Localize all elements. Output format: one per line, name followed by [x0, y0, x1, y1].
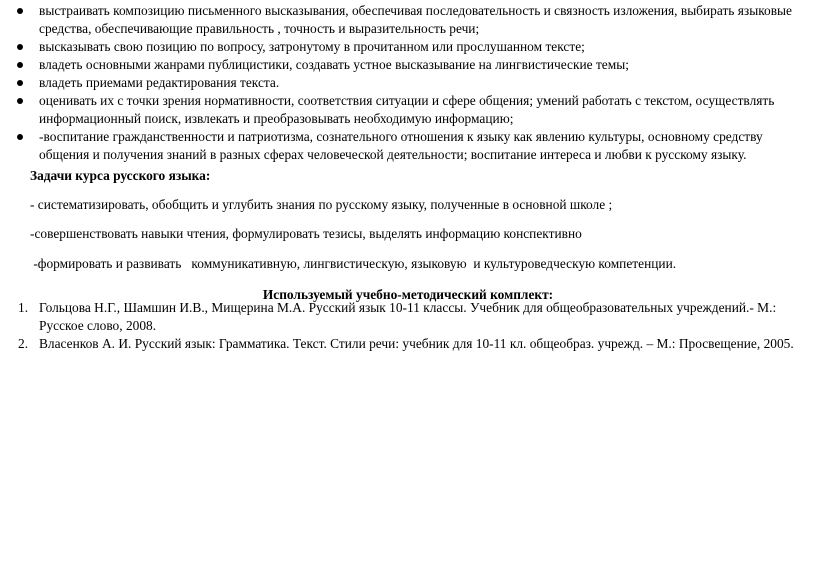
bullet-icon	[17, 80, 23, 86]
book-text: Власенков А. И. Русский язык: Грамматика. Текст. Стили речи: учебник для 10-11 кл. общеобраз. учрежд. – М.: Просвещение, 2005.	[39, 336, 794, 351]
list-item	[0, 92, 800, 128]
goals-list	[0, 2, 800, 164]
bullet-icon	[17, 44, 23, 50]
list-item	[0, 38, 800, 56]
list-item	[0, 74, 800, 92]
list-item	[0, 128, 800, 164]
bullet-icon	[17, 98, 23, 104]
list-item-text: высказывать свою позицию по вопросу, затронутому в прочитанном или прослушанном тексте;	[39, 39, 585, 54]
task-item: -формировать и развивать коммуникативную, лингвистическую, языковую и культуроведческую компетенции.	[30, 256, 677, 271]
task-item: - систематизировать, обобщить и углубить знания по русскому языку, полученные в основной школе ;	[30, 197, 613, 212]
list-item	[0, 2, 800, 38]
kit-heading: Используемый учебно-методический комплект:	[262, 287, 554, 302]
books-list	[0, 299, 805, 353]
list-item	[0, 56, 800, 74]
list-item-text: владеть приемами редактирования текста.	[39, 75, 280, 90]
list-item-text: -воспитание гражданственности и патриотизма, сознательного отношения к языку как явлению культуры, основному средству общения и получения знаний в разных сферах человеческой деятельности; воспитание интереса и любви к русскому языку.	[39, 129, 763, 162]
list-item	[0, 299, 805, 335]
list-number: 1.	[18, 300, 29, 315]
bullet-icon	[17, 134, 23, 140]
book-text: Гольцова Н.Г., Шамшин И.В., Мищерина М.А. Русский язык 10-11 классы. Учебник для общеобразовательных учреждений.- М.: Русское слово, 2008.	[39, 300, 777, 333]
task-item: -совершенствовать навыки чтения, формулировать тезисы, выделять информацию конспективно	[30, 226, 582, 241]
list-item-text: оценивать их с точки зрения нормативности, соответствия ситуации и сфере общения; умений работать с текстом, осуществлять информационный поиск, извлекать и преобразовывать необходимую информацию;	[39, 93, 775, 126]
bullet-icon	[17, 8, 23, 14]
list-item-text: владеть основными жанрами публицистики, создавать устное высказывание на лингвистические темы;	[39, 57, 629, 72]
list-item-text: выстраивать композицию письменного высказывания, обеспечивая последовательность и связность изложения, выбирать языковые средства, обеспечивающие правильность , точность и выразительность речи;	[39, 3, 792, 36]
tasks-heading: Задачи курса русского языка:	[30, 168, 211, 183]
list-item	[0, 335, 805, 353]
list-number: 2.	[18, 336, 29, 351]
bullet-icon	[17, 62, 23, 68]
